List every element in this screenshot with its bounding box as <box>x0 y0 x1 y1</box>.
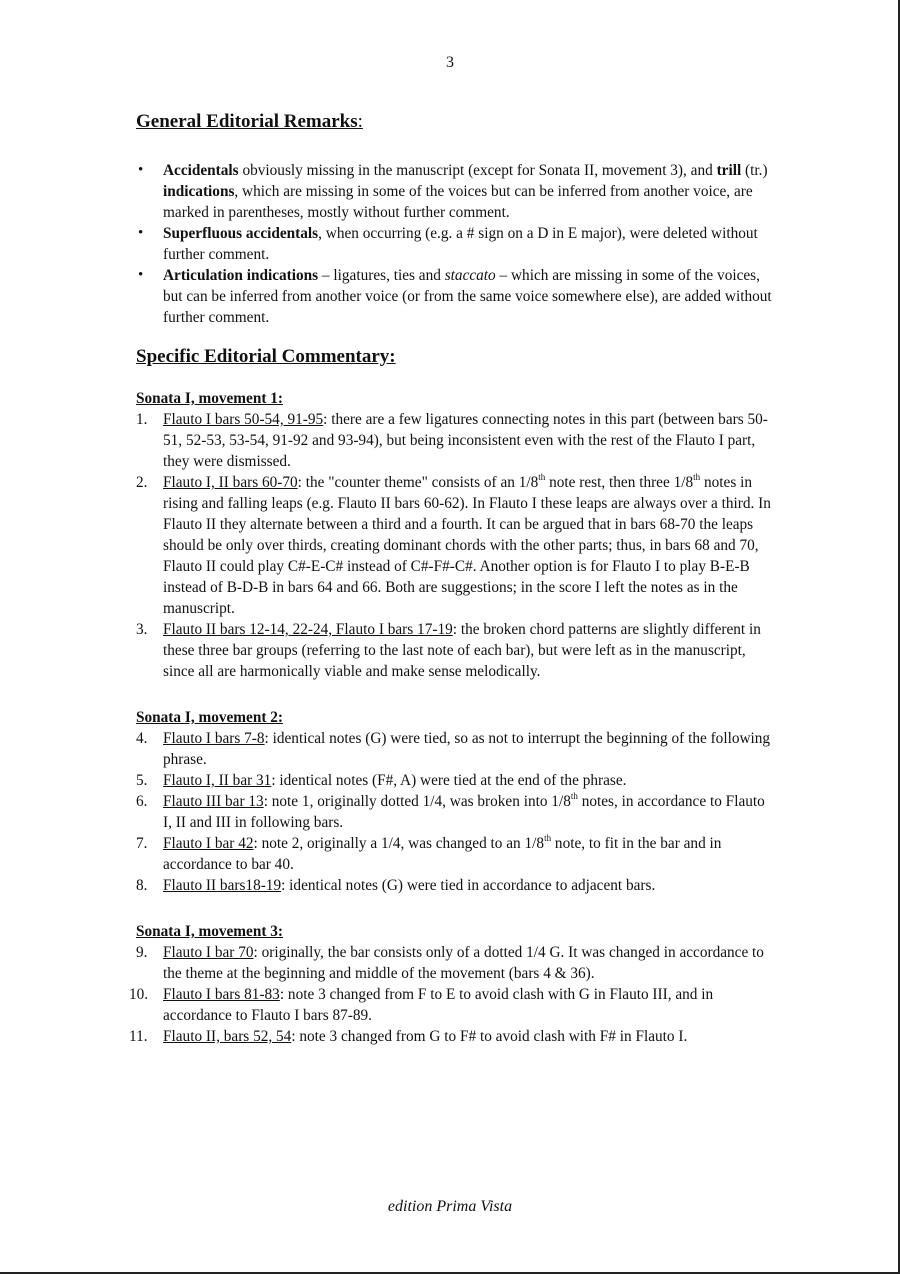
movement-block <box>136 388 776 682</box>
movement-block <box>136 707 776 896</box>
movement-title: Sonata I, movement 3: <box>136 923 284 940</box>
comment-number: 4. <box>136 730 148 747</box>
comment-number: 1. <box>136 411 148 428</box>
comment-text: : the "counter theme" consists of an 1/8 <box>297 474 539 491</box>
comment-reference: Flauto I bar 70 <box>163 944 254 961</box>
ordinal-superscript: th <box>693 471 701 482</box>
remark-text: , which are missing in some of the voices but can be inferred from another voice, are marked in parentheses, mostly without further comment. <box>163 183 753 221</box>
comment-item <box>136 409 776 472</box>
general-remarks-heading <box>136 110 776 134</box>
remark-term: Accidentals <box>163 162 239 179</box>
comment-number: 7. <box>136 835 148 852</box>
remark-text: (tr.) <box>741 162 768 179</box>
publisher-footer: edition Prima Vista <box>387 1198 513 1215</box>
specific-commentary-section <box>129 345 776 1047</box>
ordinal-superscript: th <box>544 832 552 843</box>
comment-number: 6. <box>136 793 148 810</box>
comment-number: 8. <box>136 877 148 894</box>
movement-block <box>129 921 776 1047</box>
comment-item <box>136 619 776 682</box>
comment-text: : identical notes (G) were tied in accordance to adjacent bars. <box>281 877 656 894</box>
general-remarks-title: General Editorial Remarks <box>136 111 358 132</box>
comment-text: notes in rising and falling leaps (e.g. Flauto II bars 60-62). In Flauto I these leaps are always over a third. In Flauto II they alternate between a third and a fourth. It can be argued that in bars 68-70 the leaps should be only over thirds, creating dominant chords with the other parts; thus, in bars 68 and 70, Flauto II could play C#-E-C# instead of C#-F#-C#. Another option is for Flauto I to play B-E-B instead of B-D-B in bars 64 and 66. Both are suggestions; in the score I left the notes as in the manuscript. <box>163 474 771 617</box>
remark-text: , when occurring (e.g. a # sign on a D in E major), were deleted without further comment. <box>163 225 758 263</box>
comment-number: 10. <box>129 986 149 1003</box>
comment-text: : identical notes (F#, A) were tied at the end of the phrase. <box>271 772 627 789</box>
comment-reference: Flauto I bars 7-8 <box>163 730 265 747</box>
remark-text: – which are missing in some of the voices, but can be inferred from another voice (or from the same voice somewhere else), are added without further comment. <box>163 267 772 326</box>
comment-item <box>129 1026 776 1047</box>
comment-reference: Flauto II bars 12-14, 22-24, Flauto I bars 17-19 <box>163 621 453 638</box>
remark-term: Superfluous accidentals <box>163 225 319 242</box>
remark-text: obviously missing in the manuscript (except for Sonata II, movement 3), and <box>238 162 717 179</box>
general-remarks-list <box>136 160 776 328</box>
comment-text: : note 3 changed from G to F# to avoid clash with F# in Flauto I. <box>291 1028 688 1045</box>
comment-reference: Flauto II, bars 52, 54 <box>163 1028 292 1045</box>
general-remarks-colon: : <box>357 111 363 132</box>
comment-item <box>136 472 776 619</box>
comment-text: : there are a few ligatures connecting notes in this part (between bars 50-51, 52-53, 53-54, 91-92 and 93-94), but being inconsistent even with the rest of the Flauto I part, they were dismissed. <box>163 411 768 470</box>
comment-text: : the broken chord patterns are slightly different in these three bar groups (referring to the last note of each bar), but were left as in the manuscript, since all are harmonically viable and make sense melodically. <box>163 621 761 680</box>
comment-reference: Flauto I bar 42 <box>163 835 254 852</box>
remark-term: Articulation indications <box>163 267 319 284</box>
remark-term: trill <box>716 162 742 179</box>
comment-reference: Flauto I, II bar 31 <box>163 772 272 789</box>
comment-number: 11. <box>129 1028 148 1045</box>
comment-reference: Flauto III bar 13 <box>163 793 264 810</box>
comment-text: notes, in accordance to Flauto I, II and III in following bars. <box>163 793 765 831</box>
comment-text: : note 1, originally dotted 1/4, was broken into 1/8 <box>263 793 571 810</box>
comment-item <box>136 791 776 833</box>
page-number: 3 <box>446 54 454 71</box>
comment-reference: Flauto I bars 81-83 <box>163 986 280 1003</box>
comment-item <box>136 833 776 875</box>
comment-reference: Flauto II bars18-19 <box>163 877 282 894</box>
movement-title: Sonata I, movement 2: <box>136 709 284 726</box>
remark-text: – ligatures, ties and <box>318 267 445 284</box>
comment-text: note rest, then three 1/8 <box>545 474 694 491</box>
ordinal-superscript: th <box>538 471 546 482</box>
comment-list <box>129 942 776 1047</box>
comment-item <box>136 875 776 896</box>
remark-articulation <box>136 265 776 328</box>
comment-item <box>136 770 776 791</box>
comment-text: : note 3 changed from F to E to avoid clash with G in Flauto III, and in accordance to Flauto I bars 87-89. <box>163 986 714 1024</box>
movement-title: Sonata I, movement 1: <box>136 390 284 407</box>
remark-term: indications <box>163 183 235 200</box>
comment-number: 3. <box>136 621 148 638</box>
comment-text: : identical notes (G) were tied, so as not to interrupt the beginning of the following phrase. <box>163 730 771 768</box>
comment-text: : originally, the bar consists only of a dotted 1/4 G. It was changed in accordance to the theme at the beginning and middle of the movement (bars 4 & 36). <box>163 944 764 982</box>
comment-number: 5. <box>136 772 148 789</box>
remark-accidentals <box>136 160 776 223</box>
comment-list <box>136 728 776 896</box>
remark-superfluous-accidentals <box>136 223 776 265</box>
remark-italic: staccato <box>444 267 496 284</box>
comment-text: note, to fit in the bar and in accordance to bar 40. <box>163 835 722 873</box>
specific-commentary-heading: Specific Editorial Commentary: <box>136 346 396 367</box>
comment-item <box>129 984 776 1026</box>
document-body <box>129 110 776 1047</box>
comment-reference: Flauto I, II bars 60-70 <box>163 474 298 491</box>
comment-item <box>136 942 776 984</box>
comment-reference: Flauto I bars 50-54, 91-95 <box>163 411 324 428</box>
comment-number: 9. <box>136 944 148 961</box>
comment-text: : note 2, originally a 1/4, was changed to an 1/8 <box>253 835 545 852</box>
comment-list <box>136 409 776 682</box>
comment-item <box>136 728 776 770</box>
ordinal-superscript: th <box>570 790 578 801</box>
comment-number: 2. <box>136 474 148 491</box>
